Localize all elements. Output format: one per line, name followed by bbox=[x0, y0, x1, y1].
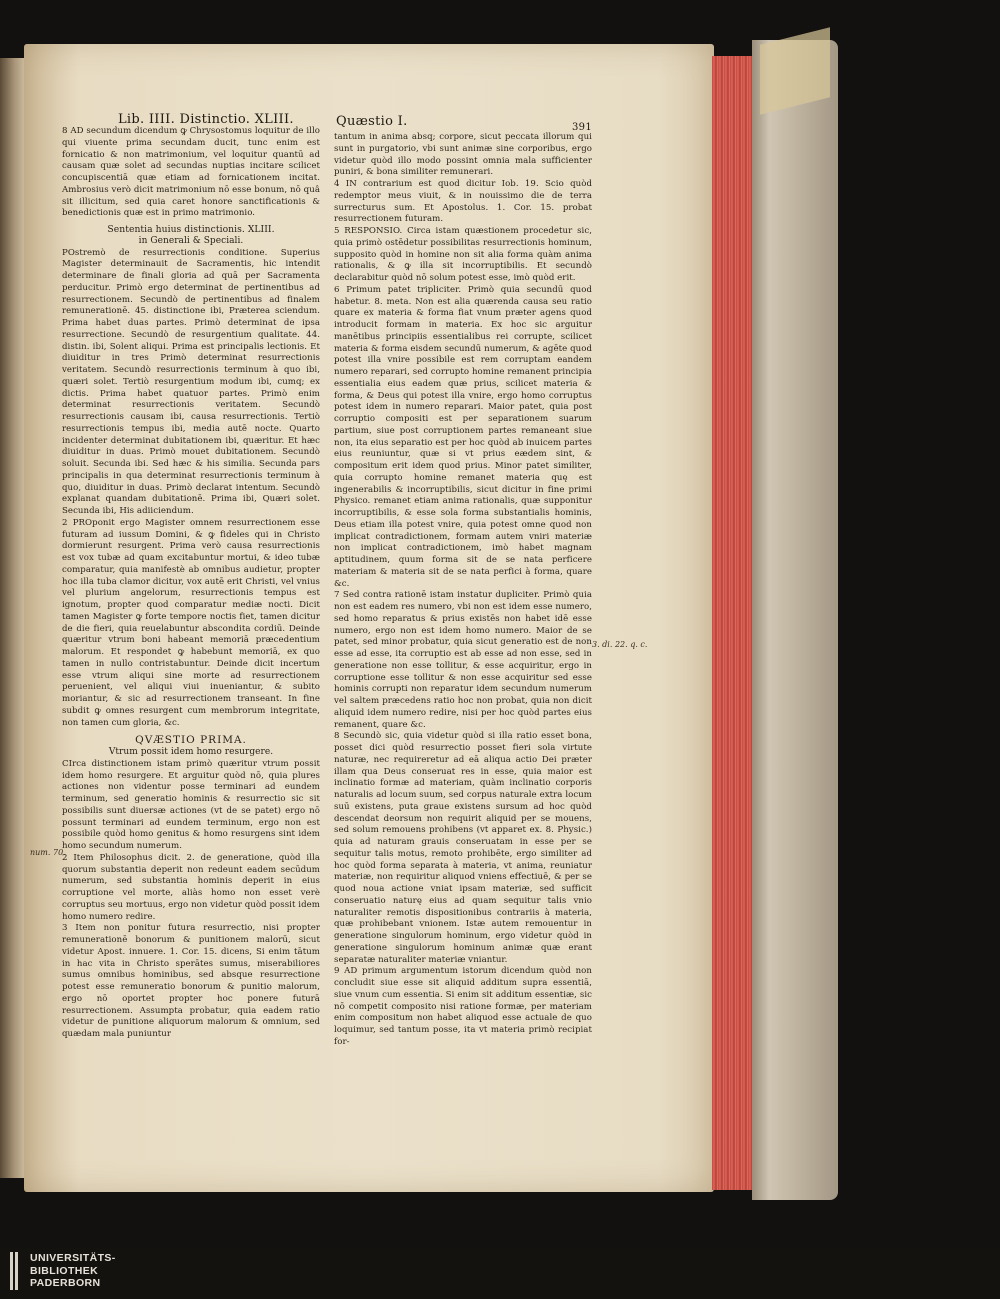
library-logo-text bbox=[30, 1252, 116, 1290]
paragraph: 2 PROponit ergo Magister omnem resurrectionem esse futuram ad iussum Domini, & ꝙ fideles qui in Christo dormierunt resurgent. Prima verò causa resurrectionis est vox tubæ ad quam excitabuntur mortui, & ideo tubæ comparatur, quia manifestè ab omnibus audietur, propter hoc illa tuba clamor dicitur, vox autē erit Christi, vel vnius vel plurium angelorum, resurrectionis tempus est ignotum, propter quod comparatur mediæ nocti. Dicit tamen Magister ꝙ forte tempore noctis fiet, tamen dicitur de die fieri, quia reuelabuntur abscondita cordiū. Deinde quæritur vtrum boni habeant memoriā præcedentium malorum. Et respondet ꝙ habebunt memoriā, ex quo tamen in nullo contristabuntur. Deinde dicit incertum esse vtrum aliqui sine morte ad resurrectionem peruenient, vel aliqui viui inueniantur, & subito moriantur, & sic ad resurrectionem transeant. In fine subdit ꝙ omnes resurgent cum membrorum integritate, non tamen cum gloria, &c. bbox=[62, 517, 320, 728]
logo-line: UNIVERSITÄTS- bbox=[30, 1252, 116, 1264]
running-header-left: Lib. IIII. Distinctio. XLIII. bbox=[118, 112, 294, 127]
paragraph: 6 Primum patet tripliciter. Primò quia secundū quod habetur. 8. meta. Non est alia quærenda causa seu ratio quare ex materia & forma fiat vnum præter agens quod introducit formam in materia. Ex hoc sic arguitur manētibus principiis essentialibus rei corrupte, scilicet materia & forma eisdem secundū numerum, & agēte quod potest illa vnire possibile est rem corruptam eandem numero reparari, sed corrupto homine remanent principia essentialia eius eadem quæ prius, scilicet materia & forma, & Deus qui potest illa vnire, ergo homo corruptus potest idem in numero reparari. Maior patet, quia post corruptio compositi est per separationem suarum partium, siue post corruptionem partes remaneant siue non, ita eius separatio est per hoc quòd ab inuicem partes eius reuniuntur, quæ si vt prius eædem sint, & compositum erit idem quod prius. Minor patet similiter, quia corrupto homine remanet materia quę est ingenerabilis & incorruptibilis, sicut dicitur in fine primi Physico. remanet etiam anima rationalis, quæ supponitur incorruptibilis, & esse sola forma substantialis hominis, Deus etiam illa potest vnire, quia potest omne quod non implicat contradictionem, formam autem vniri materiæ non implicat contradictionem, imò habet magnam aptitudinem, quum forma sit de se nata perficere materiam & materia sit de se nata perfici à forma, quare &c. bbox=[334, 284, 592, 589]
running-header-right: Quæstio I. bbox=[336, 114, 408, 129]
paragraph: 9 AD primum argumentum istorum dicendum quòd non concludit siue esse sit aliquid additum supra essentiā, siue vnum cum essentia. Si enim sit additum essentiæ, sic nō competit composito nisi ratione formæ, per materiam enim compositum non habet aliquod esse actuale de quo loquimur, sed tantum posse, ita vt materia primò recipiat for- bbox=[334, 966, 592, 1047]
paragraph: 4 IN contrarium est quod dicitur Iob. 19. Scio quòd redemptor meus viuit, & in nouissimo die de terra surrecturus sum. Et Apostolus. 1. Cor. 15. probat resurrectionem futuram. bbox=[334, 179, 592, 225]
question-title: QVÆSTIO PRIMA. bbox=[135, 734, 247, 747]
red-page-edges bbox=[712, 56, 756, 1190]
page-number: 391 bbox=[572, 122, 592, 133]
paragraph: CIrca distinctionem istam primò quæritur vtrum possit idem homo resurgere. Et arguitur quòd nō, quia plures actiones non videntur posse terminari ad eundem terminum, sed generatio hominis & resurrectio sic sit possibilis sunt diuersæ actiones (vt de se patet) ergo nō possunt terminari ad eundem terminum, ergo non est possibile quòd homo genitus & homo resurgens sint idem homo secundum numerum. bbox=[62, 758, 320, 851]
paragraph: 3 Item non ponitur futura resurrectio, nisi propter remunerationē bonorum & punitionem malorū, sicut videtur Apost. innuere. 1. Cor. 15. dicens, Si enim tātum in hac vita in Christo sperātes sumus, miserabiliores sumus omnibus hominibus, sed absque resurrectione potest esse remuneratio bonorum & punitio malorum, ergo nō oportet propter hoc ponere futurā resurrectionem. Assumpta probatur, quia eadem ratio videtur de punitione aliquorum malorum & omnium, sed quædam mala puniuntur bbox=[62, 923, 320, 1039]
margin-note-left: num. 70. bbox=[30, 848, 66, 857]
paragraph: POstremò de resurrectionis conditione. Superius Magister determinauit de Sacramentis, hic intendit determinare de finali gloria ad quā per Sacramenta perducitur. Primò ergo determinat de pertinentibus ad resurrectionem. Secundò de pertinentibus ad finalem remunerationē. 45. distinctione ibi, Præterea sciendum. Prima habet duas partes. Primò determinat de ipsa resurrectione. Secundò de resurgentium qualitate. 44. distin. ibi, Solent aliqui. Prima est principalis lectionis. Et diuiditur in tres Primò determinat resurrectionis veritatem. Secundò resurrectionis terminum à quo ibi, quæri solet. Tertiò resurgentium modum ibi, cumq; ex dictis. Prima habet quatuor partes. Primò enim determinat resurrectionis veritatem. Secundò resurrectionis causam ibi, causa resurrectionis. Tertiò resurrectionis tempus ibi, media autē nocte. Quarto incidenter determinat dubitationem ibi, quæritur. Et hæc diuiditur in duas. Primò mouet dubitationem. Secundò soluit. Secunda ibi. Sed hæc & his similia. Secunda pars principalis in qua determinat resurrectionis terminum à quo, diuiditur in duas. Primò declarat intentum. Secundò explanat quandam dubitationē. Prima ibi, Quæri solet. Secunda ibi, His adiiciendum. bbox=[62, 247, 320, 516]
question-subtitle: Vtrum possit idem homo resurgere. bbox=[108, 747, 274, 757]
paragraph: 2 Item Philosophus dicit. 2. de generatione, quòd illa quorum substantia deperit non redeunt eadem secūdum numerum, sed substantia hominis deperit in eius corruptione vel morte, aliàs homo non esset verè corruptus seu mortuus, ergo non videtur quòd possit idem homo numero redire. bbox=[62, 852, 320, 922]
paragraph: tantum in anima absq; corpore, sicut peccata illorum qui sunt in purgatorio, vbi sunt animæ sine corporibus, ergo videtur quòd illo modo possint omnia mala sufficienter puniri, & bona similiter remunerari. bbox=[334, 132, 592, 178]
footer-bar bbox=[0, 1248, 1000, 1299]
paragraph: 8 Secundò sic, quia videtur quòd si illa ratio esset bona, posset dici quòd resurrectio posset fieri sola virtute naturæ, nec requireretur ad eā aliqua actio Dei præter illam qua Deus conseruat res in esse, quia maior est inclinatio formæ ad materiam, quàm inclinatio corporis naturalis ad locum suum, sed corpus naturale extra locum suū existens, puta graue existens sursum ad hoc quòd descendat deorsum non requirit aliquid per se mouens, sed solum remouens prohibens (vt apparet ex. 8. Physic.) quia ad naturam grauis conseruatam in esse per se sequitur talis motus, remoto prohibēte, ergo similiter ad hoc quòd forma separata à materia, vt anima, reuniatur materiæ, non requiritur aliquod vniens effectiuē, & per se quod noua actione vniat ipsam materiæ, sed sufficit conseruatio naturę eius ad quam sequitur talis vnio naturaliter remotis dispositionibus contrariis à materia, quæ prohibebant vnionem. Istæ autem remouentur in generatione singulorum hominum, ergo videtur quòd in generatione singulorum hominum animæ quæ erant separatæ naturaliter materiæ vniantur. bbox=[334, 731, 592, 965]
margin-note-right: 3. di. 22. q. c. bbox=[592, 640, 648, 649]
right-column bbox=[334, 132, 592, 1049]
section-subtitle: in Generali & Speciali. bbox=[138, 235, 244, 246]
paragraph: 7 Sed contra rationē istam instatur dupliciter. Primò quia non est eadem res numero, vbi non est idem esse numero, sed homo reparatus & prius existēs non habet idē esse numero, ergo non est idem homo numero. Maior de se patet, sed minor probatur, quia sicut generatio est de non esse ad esse, ita corruptio est ab esse ad non esse, sed in generatione non esse tollitur, & esse acquiritur, ergo in corruptione esse tollitur & non esse acquiritur sed esse hominis corrupti non reparatur idem secundum numerum vel saltem præcedens ratio hoc non probat, quia non dicit aliquid idem numero redire, nisi per hoc quòd partes eius remanent, quare &c. bbox=[334, 590, 592, 730]
logo-line: PADERBORN bbox=[30, 1277, 101, 1289]
vellum-binding bbox=[752, 40, 838, 1200]
left-page-edge bbox=[0, 58, 24, 1178]
paragraph: 5 RESPONSIO. Circa istam quæstionem procedetur sic, quia primò ostēdetur possibilitas resurrectionis hominum, supposito quòd in homine non sit alia forma quàm anima rationalis, & ꝙ illa sit incorruptibilis. Et secundò declarabitur quòd nō solum potest esse, imò quòd erit. bbox=[334, 226, 592, 283]
left-column bbox=[62, 126, 320, 1041]
section-title: Sententia huius distinctionis. XLIII. bbox=[107, 224, 275, 235]
logo-line: BIBLIOTHEK bbox=[30, 1264, 99, 1277]
library-logo-icon bbox=[10, 1252, 24, 1290]
paragraph: 8 AD secundum dicendum ꝙ Chrysostomus loquitur de illo qui viuente prima secundam ducit, tunc enim est fornicatio & non matrimonium, vel loquitur quantū ad causam quæ solet ad secundas nuptias incitare scilicet concupiscentiā quæ etiam ad fornicationem incitat. Ambrosius verò dicit matrimonium nō esse bonum, nō quâ sit illicitum, sed quia caret honore sanctificationis & benedictionis quæ est in primo matrimonio. bbox=[62, 126, 320, 219]
